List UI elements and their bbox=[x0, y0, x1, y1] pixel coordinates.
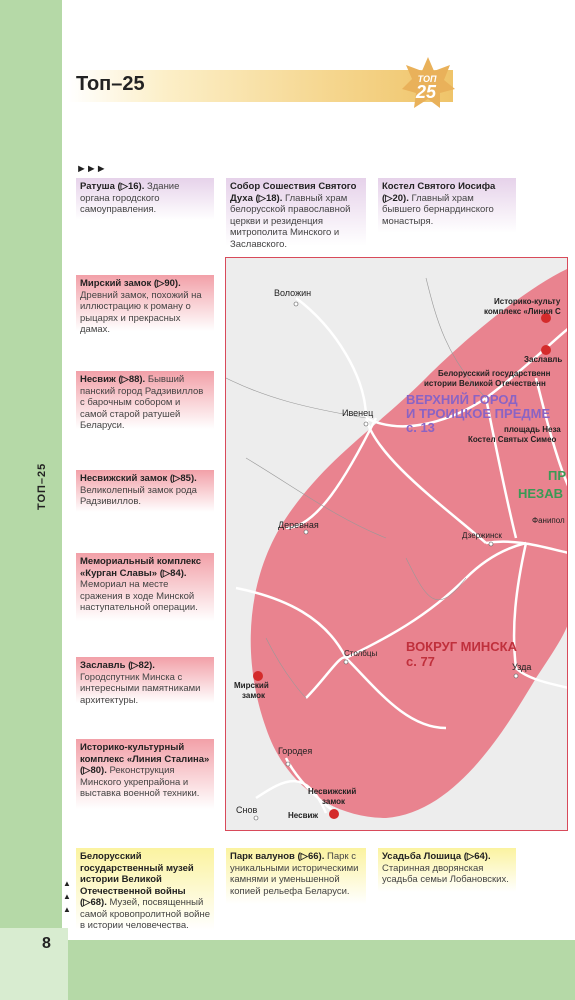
box-ratusha[interactable] bbox=[76, 178, 214, 220]
side-strip bbox=[0, 0, 62, 1000]
box-boulder-park-head: Парк валунов (▷66). bbox=[230, 851, 325, 862]
label-mir-castle-2: замок bbox=[242, 691, 266, 700]
label-uzda: Узда bbox=[512, 662, 532, 672]
box-kurgan-text: Мемориал на месте сражения в ходе Минской наступательной операции. bbox=[80, 579, 198, 613]
label-ivenets: Ивенец bbox=[342, 408, 374, 418]
label-nesvizh-castle-1: Несвижский bbox=[308, 787, 357, 796]
box-boulder-park[interactable] bbox=[226, 848, 366, 904]
region-upper-3: с. 13 bbox=[406, 420, 435, 435]
box-loshitsa-text: Старинная дворянская усадьба семьи Лобановских. bbox=[382, 862, 509, 885]
region-pr-1: ПР bbox=[548, 468, 567, 483]
label-zaslavl: Заславль bbox=[524, 355, 563, 364]
box-sobor[interactable] bbox=[226, 178, 366, 250]
label-derevnaya: Деревная bbox=[278, 520, 319, 530]
box-stalin-line[interactable] bbox=[76, 739, 214, 809]
bottom-band bbox=[68, 940, 575, 1000]
box-kurgan[interactable] bbox=[76, 553, 214, 621]
label-nesvizh: Несвиж bbox=[288, 811, 319, 820]
label-gorodeya: Городея bbox=[278, 746, 313, 756]
label-museum-1: Белорусский государственн bbox=[438, 369, 551, 378]
box-boulder-park-text: Парк с уникальными историческими камнями и уменьшенной копией рельефа Беларуси. bbox=[230, 851, 359, 897]
box-nesvizh-castle-text: Великолепный замок рода Радзивиллов. bbox=[80, 484, 197, 507]
box-war-museum-head: Белорусский государственный музей истории Великой Отечественной войны (▷68). bbox=[80, 851, 194, 908]
box-nesvizh-castle[interactable] bbox=[76, 470, 214, 512]
box-sobor-head: Собор Сошествия Святого Духа (▷18). bbox=[230, 181, 357, 204]
label-church: Костел Святых Симео bbox=[468, 435, 557, 444]
box-nesvizh[interactable] bbox=[76, 371, 214, 429]
label-mir-castle-1: Мирский bbox=[234, 681, 269, 690]
box-war-museum[interactable] bbox=[76, 848, 214, 930]
map-canvas bbox=[226, 258, 568, 831]
box-stalin-line-head: Историко-культурный комплекс «Линия Сталина» (▷80). bbox=[80, 742, 210, 776]
label-stolbtsy: Столбцы bbox=[344, 649, 378, 658]
box-zaslavl-text: Городспутник Минска с интересными памятниками архитектуры. bbox=[80, 671, 201, 706]
label-volozhin: Воложин bbox=[274, 288, 312, 298]
box-nesvizh-text: Бывший панский город Радзивиллов с барочным собором и самой старой ратушей Беларуси. bbox=[80, 374, 204, 431]
map[interactable] bbox=[225, 257, 568, 831]
box-nesvizh-head: Несвиж (▷88). bbox=[80, 374, 146, 385]
box-kostel-text: Главный храм бывшего бернардинского монастыря. bbox=[382, 192, 494, 227]
box-war-museum-text: Музей, посвященный самой кровопролитной войне в истории человечества. bbox=[80, 897, 210, 931]
label-square: площадь Неза bbox=[504, 425, 561, 434]
box-stalin-line-text: Реконструкция Минского укрепрайона и выставка военной техники. bbox=[80, 765, 200, 799]
arrows-marker: ►►► bbox=[76, 163, 106, 175]
box-kurgan-head: Мемориальный комплекс «Курган Славы» (▷84). bbox=[80, 556, 202, 579]
label-fanipol: Фанипол bbox=[532, 516, 565, 525]
page-title: Топ–25 bbox=[76, 73, 145, 95]
label-nesvizh-castle-2: замок bbox=[322, 797, 346, 806]
box-loshitsa[interactable] bbox=[378, 848, 516, 892]
box-ratusha-text: Здание органа городского самоуправления. bbox=[80, 181, 180, 215]
label-stalin-line-1: Историко-культу bbox=[494, 297, 561, 306]
box-ratusha-head: Ратуша (▷16). bbox=[80, 181, 145, 192]
badge-number: 25 bbox=[415, 82, 437, 102]
box-mir-castle-head: Мирский замок (▷90). bbox=[80, 278, 181, 289]
region-upper-2: И ТРОИЦКОЕ ПРЕДМЕ bbox=[406, 406, 551, 421]
badge-top-label: ТОП bbox=[417, 74, 437, 84]
region-upper-1: ВЕРХНИЙ ГОРОД bbox=[406, 392, 518, 407]
page-corner bbox=[0, 928, 68, 1000]
region-pr-2: НЕЗАВ bbox=[518, 486, 563, 501]
region-around-1: ВОКРУГ МИНСКА bbox=[406, 639, 517, 654]
label-museum-2: истории Великой Отечественн bbox=[424, 379, 546, 388]
box-loshitsa-head: Усадьба Лошица (▷64). bbox=[382, 851, 491, 862]
label-stalin-line-2: комплекс «Линия С bbox=[484, 307, 561, 316]
box-sobor-text: Главный храм белорусской православной церкви и резиденция митрополита Минского и Заславского. bbox=[230, 192, 351, 250]
page-number: 8 bbox=[42, 935, 51, 952]
up-arrows-icon: ▲ ▲ ▲ bbox=[63, 879, 71, 914]
box-kostel[interactable] bbox=[378, 178, 516, 233]
section-side-label: ТОП–25 bbox=[36, 462, 48, 510]
region-around-2: с. 77 bbox=[406, 654, 435, 669]
box-zaslavl[interactable] bbox=[76, 657, 214, 706]
box-zaslavl-head: Заславль (▷82). bbox=[80, 660, 155, 671]
label-snov: Снов bbox=[236, 805, 258, 815]
box-nesvizh-castle-head: Несвижский замок (▷85). bbox=[80, 473, 197, 484]
box-mir-castle-text: Древний замок, похожий на иллюстрацию к роману о рыцарях и прекрасных дамах. bbox=[80, 289, 202, 335]
box-mir-castle[interactable] bbox=[76, 275, 214, 335]
label-dzerzhinsk: Дзержинск bbox=[462, 531, 502, 540]
box-kostel-head: Костел Святого Иосифа (▷20). bbox=[382, 181, 496, 204]
